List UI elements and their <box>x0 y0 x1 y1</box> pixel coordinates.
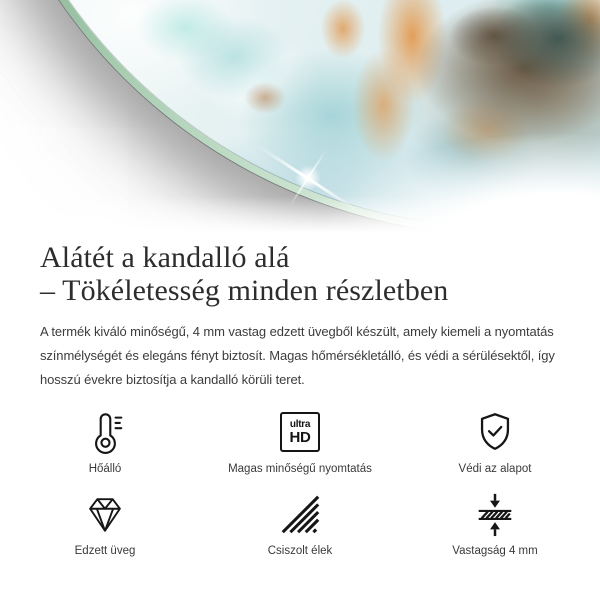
page-title-line2: – Tökéletesség minden részletben <box>40 274 449 307</box>
feature-label: Vastagság 4 mm <box>452 545 538 557</box>
feature-label: Magas minőségű nyomtatás <box>228 463 372 475</box>
feature-thickness <box>430 492 560 558</box>
page-title <box>40 241 560 307</box>
polished-edge-icon <box>277 492 323 536</box>
feature-label: Védi az alapot <box>458 463 532 475</box>
feature-heat-resistant <box>40 410 170 476</box>
product-description: A termék kiváló minőségű, 4 mm vastag edzett üvegből készült, amely kiemeli a nyomtatás színmélységét és elegáns fényt biztosít. Magas hőmérsékletálló, és védi a sérülésektől, így hosszú évekre biztosítja a kandalló körüli teret. <box>40 324 555 387</box>
shield-check-icon <box>472 410 518 454</box>
ultra-hd-icon: ultra HD <box>280 410 320 454</box>
page-title-line1: Alátét a kandalló alá <box>40 241 290 274</box>
feature-grid <box>40 410 560 558</box>
diamond-icon <box>82 492 128 536</box>
thermometer-icon <box>82 410 128 454</box>
feature-protects-base <box>430 410 560 476</box>
hero-fade-overlay-bottom <box>0 196 600 236</box>
feature-polished-edges <box>170 492 430 558</box>
feature-label: Hőálló <box>88 463 122 475</box>
product-hero-image <box>0 0 600 236</box>
feature-label: Edzett üveg <box>74 545 136 557</box>
thickness-icon <box>472 492 518 536</box>
feature-label: Csiszolt élek <box>267 545 333 557</box>
feature-tempered-glass <box>40 492 170 558</box>
feature-print-quality <box>170 410 430 476</box>
